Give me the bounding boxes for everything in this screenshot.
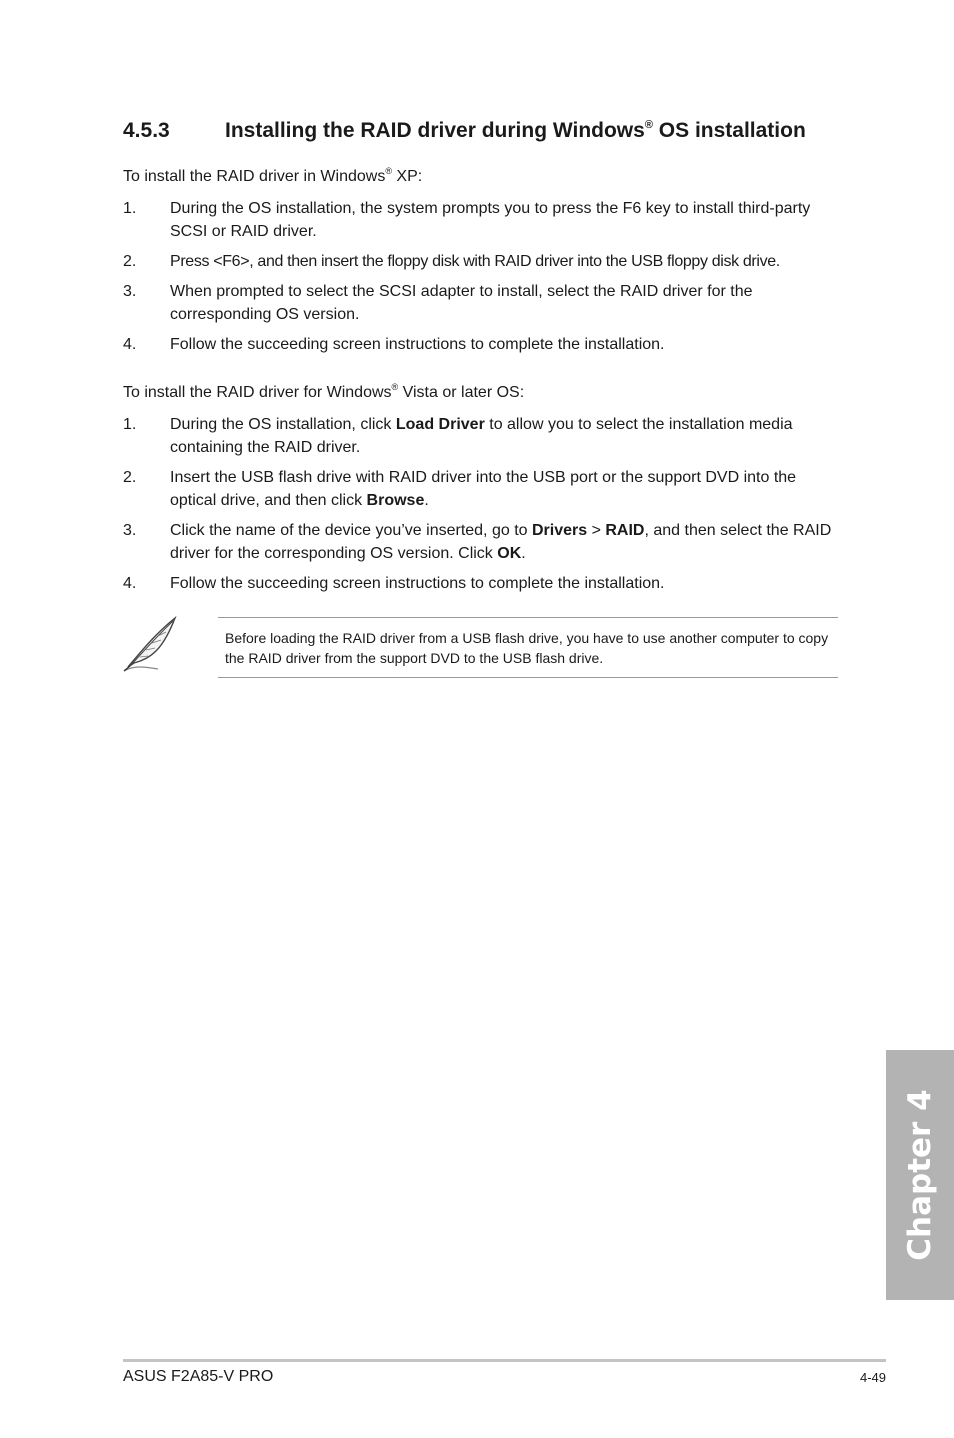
vista-intro-suffix: Vista or later OS:	[398, 384, 525, 401]
xp-step-3	[123, 280, 843, 326]
step-number: 4.	[123, 336, 137, 353]
chapter-tab	[886, 1050, 954, 1300]
xp-step-4	[123, 333, 843, 356]
note-top-rule	[218, 617, 838, 618]
footer-rule	[123, 1359, 886, 1362]
xp-intro-text: To install the RAID driver in Windows	[123, 168, 386, 185]
step-number: 1.	[123, 416, 137, 433]
xp-intro	[123, 168, 422, 186]
drivers-term: Drivers	[531, 522, 588, 539]
page-number: 4-49	[859, 1370, 886, 1385]
registered-mark: ®	[644, 119, 653, 131]
section-title-end: OS installation	[652, 119, 806, 142]
note-bottom-rule	[218, 677, 838, 678]
vista-step-3	[123, 519, 843, 565]
step-number: 1.	[123, 200, 137, 217]
footer-product: ASUS F2A85-V PRO	[123, 1368, 274, 1385]
vista-step-4	[123, 572, 843, 595]
step-number: 3.	[123, 522, 137, 539]
step-text: When prompted to select the SCSI adapter to install, select the RAID driver for the corresponding OS version.	[170, 283, 753, 323]
xp-step-2	[123, 250, 843, 273]
step-number: 2.	[123, 253, 137, 270]
step-number: 4.	[123, 575, 137, 592]
section-title-main: Installing the RAID driver during Windows	[225, 119, 645, 142]
vista-step-2	[123, 466, 843, 512]
step-text-part: .	[521, 545, 526, 562]
step-text	[170, 519, 843, 565]
step-text-part: Insert the USB flash drive with RAID driver into the USB port or the support DVD into the optical drive, and then click	[170, 469, 797, 509]
vista-step-1	[123, 413, 843, 459]
section-heading	[123, 119, 883, 143]
browse-term: Browse	[366, 492, 425, 509]
step-text: During the OS installation, the system prompts you to press the F6 key to install third-party SCSI or RAID driver.	[170, 200, 811, 240]
step-text: Follow the succeeding screen instructions to complete the installation.	[170, 336, 665, 353]
xp-intro-suffix: XP:	[391, 168, 423, 185]
xp-step-1	[123, 197, 843, 243]
registered-mark: ®	[391, 382, 399, 392]
step-text-part: >	[587, 522, 606, 539]
ok-term: OK	[497, 545, 522, 562]
step-text-part: During the OS installation, click	[170, 416, 396, 433]
section-number: 4.5.3	[123, 119, 170, 142]
step-text	[170, 466, 843, 512]
raid-term: RAID	[605, 522, 645, 539]
feather-pen-icon	[120, 615, 180, 673]
vista-intro-text: To install the RAID driver for Windows	[123, 384, 392, 401]
note-text: Before loading the RAID driver from a USB flash drive, you have to use another computer to copy the RAID driver from the support DVD to the USB flash drive.	[225, 630, 829, 666]
step-text: Press <F6>, and then insert the floppy disk with RAID driver into the USB floppy disk drive.	[170, 253, 780, 270]
step-text-part: , and then select the RAID driver for the corresponding OS version. Click	[170, 522, 832, 562]
chapter-label: Chapter 4	[902, 1089, 938, 1261]
step-number: 2.	[123, 469, 137, 486]
step-text-part: Click the name of the device you’ve inserted, go to	[170, 522, 532, 539]
vista-intro	[123, 384, 524, 402]
step-text-part: to allow you to select the installation media containing the RAID driver.	[170, 416, 793, 456]
registered-mark: ®	[385, 166, 392, 176]
step-number: 3.	[123, 283, 137, 300]
step-text: Follow the succeeding screen instructions to complete the installation.	[170, 575, 665, 592]
load-driver-term: Load Driver	[395, 416, 485, 433]
step-text	[170, 413, 843, 459]
step-text-part: .	[424, 492, 429, 509]
